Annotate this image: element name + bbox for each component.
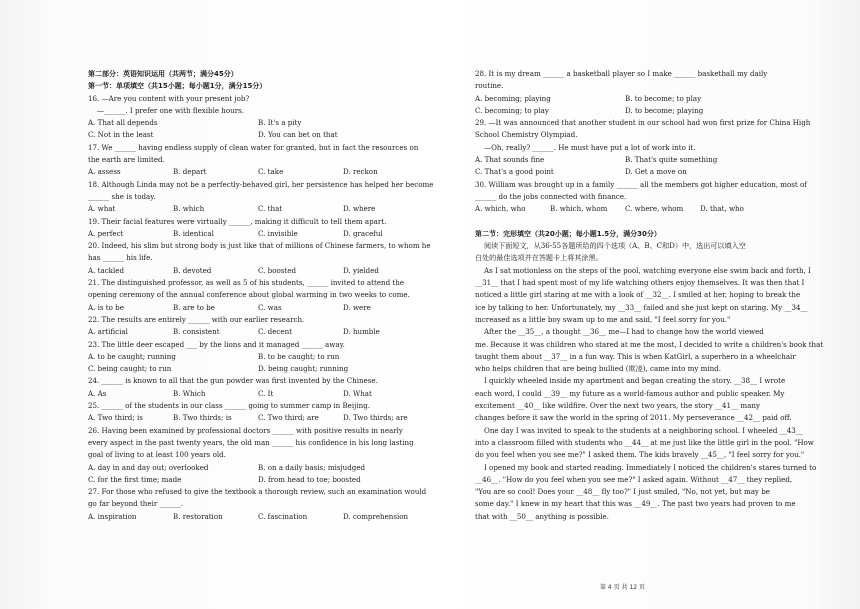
text-line: I quickly wheeled inside my apartment and began creating the story. __38__ I wrote [484,376,786,386]
text-line: goal of living to at least 100 years old. [88,450,226,460]
text-line: School Chemistry Olympiad. [475,130,578,140]
answer-option: B. Which [173,388,206,398]
answer-option: C. becoming; to play [475,105,549,115]
text-line: —______. I prefer one with flexible hours. [97,105,245,115]
text-line [475,216,775,228]
text-line: One day I was invited to speak to the students at a neighboring school. I wheeled __43__ [484,425,803,435]
right-column [475,68,824,523]
answer-option: B. devoted [173,265,212,275]
answer-option: C. invisible [258,228,298,238]
answer-options [88,166,428,178]
answer-options [88,265,428,277]
answer-option: C. fascination [258,511,308,521]
answer-option: D. Get a move on [625,167,687,177]
answer-option: D. yielded [343,265,379,275]
answer-option: C. that [258,204,283,214]
answer-options [88,203,428,215]
answer-option: A. what [88,204,116,214]
text-line: 17. We ______ having endless supply of clean water for granted, but in fact the resources on [88,142,419,152]
answer-options [88,129,428,141]
text-line: 26. Having been examined by professional doctors ______ with positive results in nearly [88,425,403,435]
answer-option: A. assess [88,167,121,177]
section-heading: 第一节：单项填空（共15小题；每小题1分，满分15分） [88,82,267,91]
text-line: 阅读下面短文，从36-55各题所给的四个选项（A、B、C和D）中，选出可以填入空 [484,241,746,251]
answer-options [475,166,775,178]
answer-option: B. to be caught; to run [258,351,340,361]
answer-option: B. depart [173,167,207,177]
answer-options [88,388,428,400]
answer-options [475,154,775,166]
answer-option: B. on a daily basis; misjudged [258,462,366,472]
text-line: me. Because it was children who stared at me the most, I decided to write a children's book that [475,339,824,349]
section-heading: 第二部分：英语知识运用（共两节；满分45分） [88,70,238,78]
page-footer: 第 4 页 共 12 页 [600,584,645,591]
answer-option: A. is to be [88,302,124,312]
answer-option: C. for the first time; made [88,474,182,484]
section-heading: 第二节：完形填空（共20小题；每小题1.5分，满分30分） [475,229,661,238]
answer-option: B. Two thirds; is [173,413,232,423]
text-line: ice by talking to her. Unfortunately, my __33__ failed and she just kept on staring. My __34__ [475,302,808,312]
answer-option: D. from head to toe; boosted [258,474,361,484]
answer-option: A. That sounds fine [475,155,545,165]
text-line: 20. Indeed, his slim but strong body is just like that of millions of Chinese farmers, to whom he [88,241,431,251]
answer-option: D. where [343,204,376,214]
answer-option: A. becoming; playing [475,93,551,103]
text-line: who helps children that are being bullied (欺凌), came into my mind. [475,364,721,374]
answer-option: B. restoration [173,511,223,521]
answer-options [88,351,428,363]
text-line: go far beyond their ______. [88,499,184,509]
text-line: opening ceremony of the annual conference about global warming in two weeks to come. [88,290,410,300]
answer-option: A. inspiration [88,511,137,521]
text-line: 16. —Are you content with your present job? [88,93,250,103]
left-column [88,68,434,523]
answer-option: A. artificial [88,327,128,337]
answer-option: C. decent [258,327,293,337]
answer-option: B. to become; to play [625,93,702,103]
answer-options [475,105,775,117]
text-line: __46__. "How do you feel when you see me?" I asked again. Without __47__ they replied, [475,474,793,484]
answer-option: D. that, who [700,204,744,214]
answer-option: A. As [88,388,107,398]
text-line: 18. Although Linda may not be a perfectly-behaved girl, her persistence has helped her become [88,179,434,189]
answer-option: B. which [173,204,205,214]
text-line: has ______ his life. [88,253,153,263]
answer-option: C. being caught; to run [88,364,172,374]
text-line: 24. ______ is known to all that the gun powder was first invented by the Chinese. [88,376,378,386]
text-line: 23. The little deer escaped ___ by the lions and it managed ______ away. [88,339,345,349]
answer-option: D. reckon [343,167,378,177]
answer-options [88,363,428,375]
answer-options [88,228,428,240]
answer-option: A. which, who [475,204,526,214]
answer-option: A. perfect [88,228,124,238]
text-line: 30. William was brought up in a family ______ all the members got higher education, most of [475,179,807,189]
text-line: ______ she is today. [88,191,156,201]
answer-options [88,474,428,486]
answer-option: D. Two thirds; are [343,413,408,423]
answer-option: B. consistent [173,327,220,337]
answer-option: D. to become; playing [625,105,704,115]
text-line: some day." I knew in my heart that this was __49__. The past two years had proven to me [475,499,796,509]
text-line: As I sat motionless on the steps of the pool, watching everyone else swim back and forth, I [484,265,811,275]
answer-option: D. graceful [343,228,383,238]
answer-option: C. was [258,302,282,312]
answer-option: D. comprehension [343,511,409,521]
text-line: —Oh, really? ______. He must have put a lot of work into it. [484,142,696,152]
answer-option: C. That's a good point [475,167,554,177]
text-line: After the __35__, a thought __36__ me—I had to change how the world viewed [484,327,764,337]
answer-options [88,302,428,314]
answer-option: D. were [343,302,371,312]
answer-options [88,412,428,424]
text-line: ______ do the jobs connected with finance. [475,191,627,201]
text-line: 29. —It was announced that another student in our school had won first prize for China High [475,118,811,128]
answer-option: D. being caught; running [258,364,349,374]
text-line: do you feel when you see me?" I asked them. The kids bravely __45__, "I feel sorry for you." [475,450,805,460]
answer-options [88,326,428,338]
answer-option: A. That all depends [88,118,158,128]
answer-options [475,93,775,105]
text-line: excitement __40__ like wildfire. Over the next two years, the story __41__ many [475,401,760,411]
text-line: every aspect in the past twenty years, the old man ______ his confidence in his long lasting [88,437,414,447]
text-line: into a classroom filled with students who __44__ at me just like the little girl in the pool. "How [475,437,814,447]
text-line: taught them about __37__ in a fun way. This is when KatGirl, a superhero in a wheelchair [475,351,796,361]
text-line: that with __50__ anything is possible. [475,511,609,521]
answer-options [88,117,428,129]
answer-option: D. humble [343,327,380,337]
answer-option: D. What [343,388,372,398]
text-line: "You are so cool! Does your __48__ fly too?" I just smiled, "No, not yet, but may be [475,487,770,497]
answer-option: B. identical [173,228,214,238]
answer-option: C. Not in the least [88,130,154,140]
answer-option: C. boosted [258,265,296,275]
answer-options [88,462,428,474]
text-line: changes before it saw the world in the spring of 2011. My perseverance __42__ paid off. [475,413,792,423]
answer-option: C. It [258,388,274,398]
answer-option: C. Two third; are [258,413,319,423]
text-line: 21. The distinguished professor, as well as 5 of his students, ______ invited to attend the [88,278,405,288]
text-line: 28. It is my dream ______ a basketball player so I make ______ basketball my daily [475,69,768,78]
text-line: the earth are limited. [88,155,165,165]
text-line: each word, I could __39__ my future as a world-famous author and public speaker. My [475,388,785,398]
text-line: 22. The results are entirely ______ with our earlier research. [88,314,305,324]
answer-options [88,511,428,523]
answer-option: A. day in and day out; overlooked [88,462,209,472]
text-line: __31__ that I had spent most of my life watching others enjoy themselves. It was then that I [475,278,805,288]
text-line: 白处的最佳选项并在答题卡上将其涂黑。 [475,253,603,263]
text-line: 19. Their facial features were virtually ______, making it difficult to tell them apart. [88,216,387,226]
answer-option: A. tackled [88,265,124,275]
answer-option: B. which, whom [550,204,608,214]
answer-option: B. That's quite something [625,155,718,165]
text-line: 25. ______ of the students in our class ______ going to summer camp in Beijing. [88,401,370,411]
answer-option: C. take [258,167,284,177]
answer-option: B. It's a pity [258,118,302,128]
answer-options [475,203,775,215]
text-line: routine. [475,81,504,91]
text-line: noticed a little girl staring at me with a look of __32__. I smiled at her, hoping to break the [475,290,801,300]
text-line: 27. For those who refused to give the textbook a thorough review, such an examination would [88,487,427,497]
answer-option: C. where, whom [625,204,684,214]
answer-option: A. Two third; is [88,413,143,423]
text-line: increased as a little boy swam up to me and said, "I feel sorry for you." [475,314,731,324]
text-line: I opened my book and started reading. Immediately I noticed the children's stares turned to [484,462,817,472]
answer-option: B. are to be [173,302,215,312]
answer-option: A. to be caught; running [88,351,176,361]
answer-option: D. You can bet on that [258,130,338,140]
